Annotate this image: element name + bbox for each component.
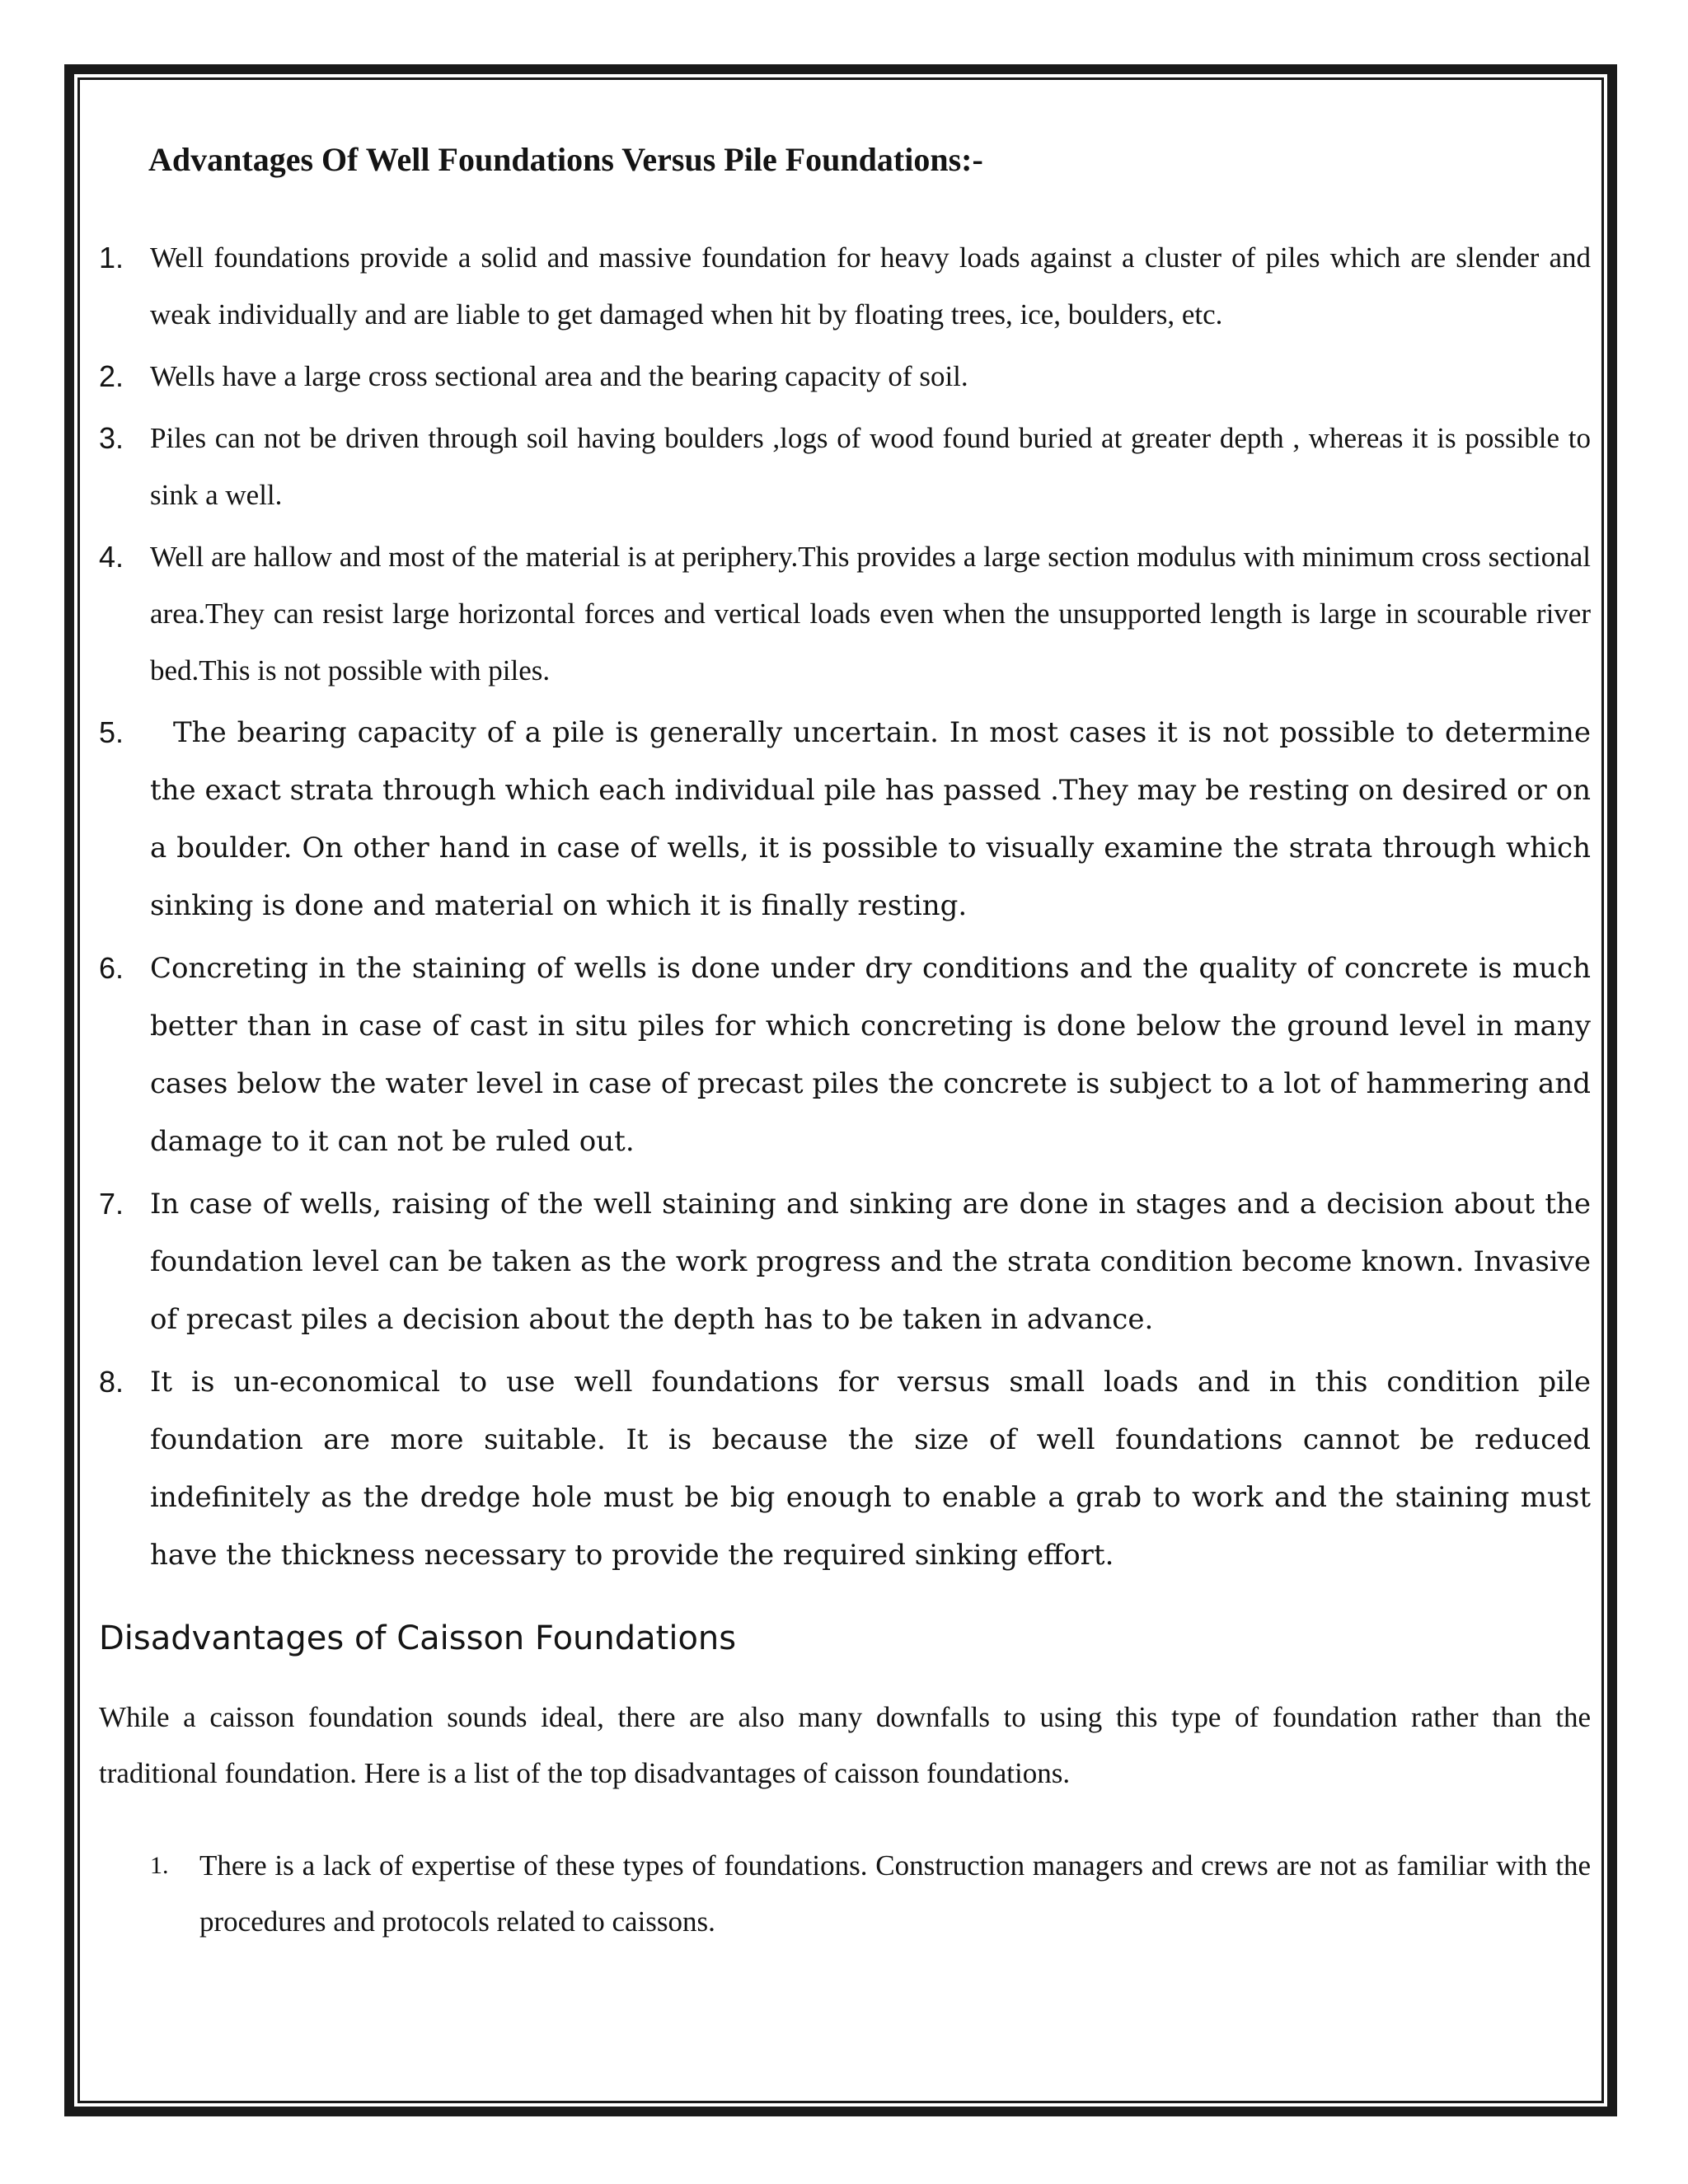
page-content [99, 124, 1591, 1950]
intro-paragraph: While a caisson foundation sounds ideal, there are also many downfalls to using this type of foundation rather than the traditional foundation. Here is a list of the top disadvantages of caisson foundations. [99, 1701, 1591, 1789]
page-title: Advantages Of Well Foundations Versus Pile Foundations:- [148, 141, 983, 178]
list-item-text: The bearing capacity of a pile is generally uncertain. In most cases it is not possible to determine the exact strata through which each individual pile has passed .They may be resting on desired or on a boulder. On other hand in case of wells, it is possible to visually examine the strata through which sinking is done and material on which it is finally resting. [150, 716, 1591, 922]
list-item-text: Wells have a large cross sectional area and the bearing capacity of soil. [150, 360, 968, 392]
list-item [99, 229, 1591, 343]
list-item-text: Piles can not be driven through soil having boulders ,logs of wood found buried at greater depth , whereas it is possible to sink a well. [150, 422, 1591, 511]
list-item [99, 348, 1591, 405]
list-item-number: 7. [99, 1187, 124, 1221]
list-item-number: 6. [99, 951, 124, 985]
list-item [99, 1175, 1591, 1348]
list-item-number: 2. [99, 359, 124, 393]
list-item [99, 1353, 1591, 1584]
list-item-number: 4. [99, 540, 124, 574]
list-item-text: Concreting in the staining of wells is done under dry conditions and the quality of concrete is much better than in case of cast in situ piles for which concreting is done below the ground level in many cases below the water level in case of precast piles the concrete is subject to a lot of hammering and damage to it can not be ruled out. [150, 952, 1591, 1158]
list-item [99, 704, 1591, 935]
list-item [99, 528, 1591, 699]
list-item-text: In case of wells, raising of the well staining and sinking are done in stages and a decision about the foundation level can be taken as the work progress and the strata condition become known. Invasive of precast piles a decision about the depth has to be taken in advance. [150, 1188, 1591, 1336]
list-item-number: 3. [99, 421, 124, 455]
advantages-list [99, 229, 1591, 1584]
list-item-number: 5. [99, 715, 124, 749]
list-item-text: Well are hallow and most of the material is at periphery.This provides a large section modulus with minimum cross sectional area.They can resist large horizontal forces and vertical loads even when the unsupported length is large in scourable river bed.This is not possible with piles. [150, 541, 1591, 687]
list-item [99, 410, 1591, 523]
list-item-text: It is un-economical to use well foundations for versus small loads and in this condition pile foundation are more suitable. It is because the size of well foundations cannot be reduced indefinitely as the dredge hole must be big enough to enable a grab to work and the staining must have the thickness necessary to provide the required sinking effort. [150, 1366, 1591, 1572]
list-item-number: 1. [150, 1852, 169, 1879]
list-item-number: 1. [99, 241, 124, 274]
disadvantages-list [99, 1838, 1591, 1950]
list-item-number: 8. [99, 1365, 124, 1399]
list-item [99, 1838, 1591, 1950]
list-item [99, 940, 1591, 1170]
list-item-text: Well foundations provide a solid and massive foundation for heavy loads against a cluster of piles which are slender and weak individually and are liable to get damaged when hit by floating trees, ice, boulders, etc. [150, 241, 1591, 330]
list-item-text: There is a lack of expertise of these types of foundations. Construction managers and crews are not as familiar with the procedures and protocols related to caissons. [199, 1849, 1591, 1938]
section-heading: Disadvantages of Caisson Foundations [99, 1619, 737, 1657]
